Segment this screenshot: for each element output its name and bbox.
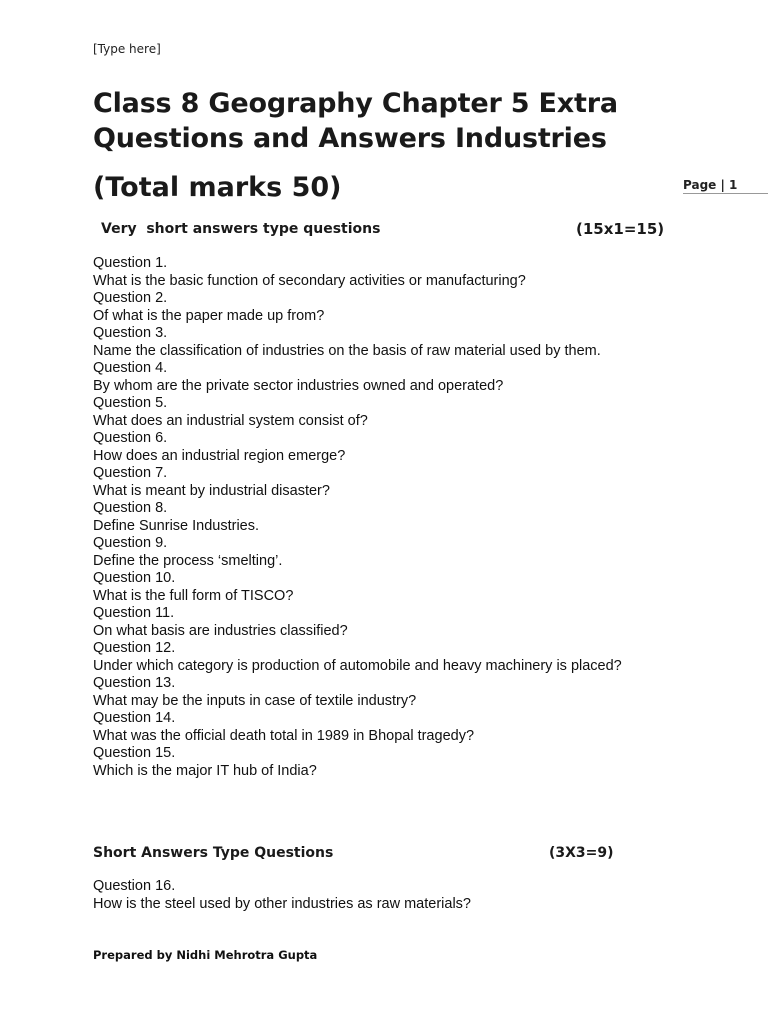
question-text: Of what is the paper made up from? <box>93 307 325 324</box>
question-text: What is the full form of TISCO? <box>93 587 294 604</box>
question-text: On what basis are industries classified? <box>93 622 348 639</box>
section-heading-short: Short Answers Type Questions <box>93 845 334 861</box>
question-item <box>93 325 622 360</box>
question-text: What may be the inputs in case of textile industry? <box>93 692 417 709</box>
question-item <box>93 360 622 395</box>
question-item <box>93 535 622 570</box>
footer-author: Prepared by Nidhi Mehrotra Gupta <box>93 948 318 962</box>
question-label: Question 5. <box>93 395 168 411</box>
question-text: How does an industrial region emerge? <box>93 447 346 464</box>
question-item <box>93 465 622 500</box>
question-text: What was the official death total in 1989 in Bhopal tragedy? <box>93 727 475 744</box>
question-item <box>93 640 622 675</box>
section-heading-very-short: Very short answers type questions <box>101 221 381 237</box>
question-item <box>93 500 622 535</box>
question-item <box>93 745 622 780</box>
question-label: Question 3. <box>93 325 168 341</box>
header-placeholder: [Type here] <box>93 42 161 56</box>
total-marks: (Total marks 50) <box>93 172 342 203</box>
question-text: Define the process ‘smelting’. <box>93 552 283 569</box>
section-marks-very-short: (15x1=15) <box>576 220 665 238</box>
question-item <box>93 570 622 605</box>
question-label: Question 6. <box>93 430 168 446</box>
question-list-very-short <box>93 255 622 780</box>
question-item <box>93 395 622 430</box>
question-label: Question 14. <box>93 710 176 726</box>
question-label: Question 9. <box>93 535 168 551</box>
question-item <box>93 605 622 640</box>
question-item <box>93 290 622 325</box>
question-list-short <box>93 878 471 913</box>
question-label: Question 11. <box>93 605 175 621</box>
question-item <box>93 675 622 710</box>
document-title: Class 8 Geography Chapter 5 Extra Questions and Answers Industries <box>93 88 618 154</box>
question-label: Question 10. <box>93 570 176 586</box>
question-text: Name the classification of industries on the basis of raw material used by them. <box>93 342 601 359</box>
question-label: Question 1. <box>93 255 168 271</box>
question-text: What is the basic function of secondary activities or manufacturing? <box>93 272 526 289</box>
question-text: By whom are the private sector industries owned and operated? <box>93 377 504 394</box>
question-label: Question 2. <box>93 290 168 306</box>
question-label: Question 4. <box>93 360 168 376</box>
question-label: Question 15. <box>93 745 176 761</box>
question-label: Question 7. <box>93 465 168 481</box>
question-item <box>93 710 622 745</box>
question-text: What does an industrial system consist of? <box>93 412 368 429</box>
question-text: Under which category is production of automobile and heavy machinery is placed? <box>93 657 622 674</box>
page-number: Page | 1 <box>683 178 768 194</box>
question-text: Define Sunrise Industries. <box>93 517 260 534</box>
question-item <box>93 430 622 465</box>
question-label: Question 12. <box>93 640 176 656</box>
question-label: Question 8. <box>93 500 168 516</box>
question-label: Question 13. <box>93 675 176 691</box>
question-label: Question 16. <box>93 878 176 894</box>
section-marks-short: (3X3=9) <box>549 845 614 861</box>
question-text: Which is the major IT hub of India? <box>93 762 317 779</box>
question-item <box>93 255 622 290</box>
question-text: How is the steel used by other industries as raw materials? <box>93 895 471 912</box>
question-text: What is meant by industrial disaster? <box>93 482 330 499</box>
question-item <box>93 878 471 913</box>
